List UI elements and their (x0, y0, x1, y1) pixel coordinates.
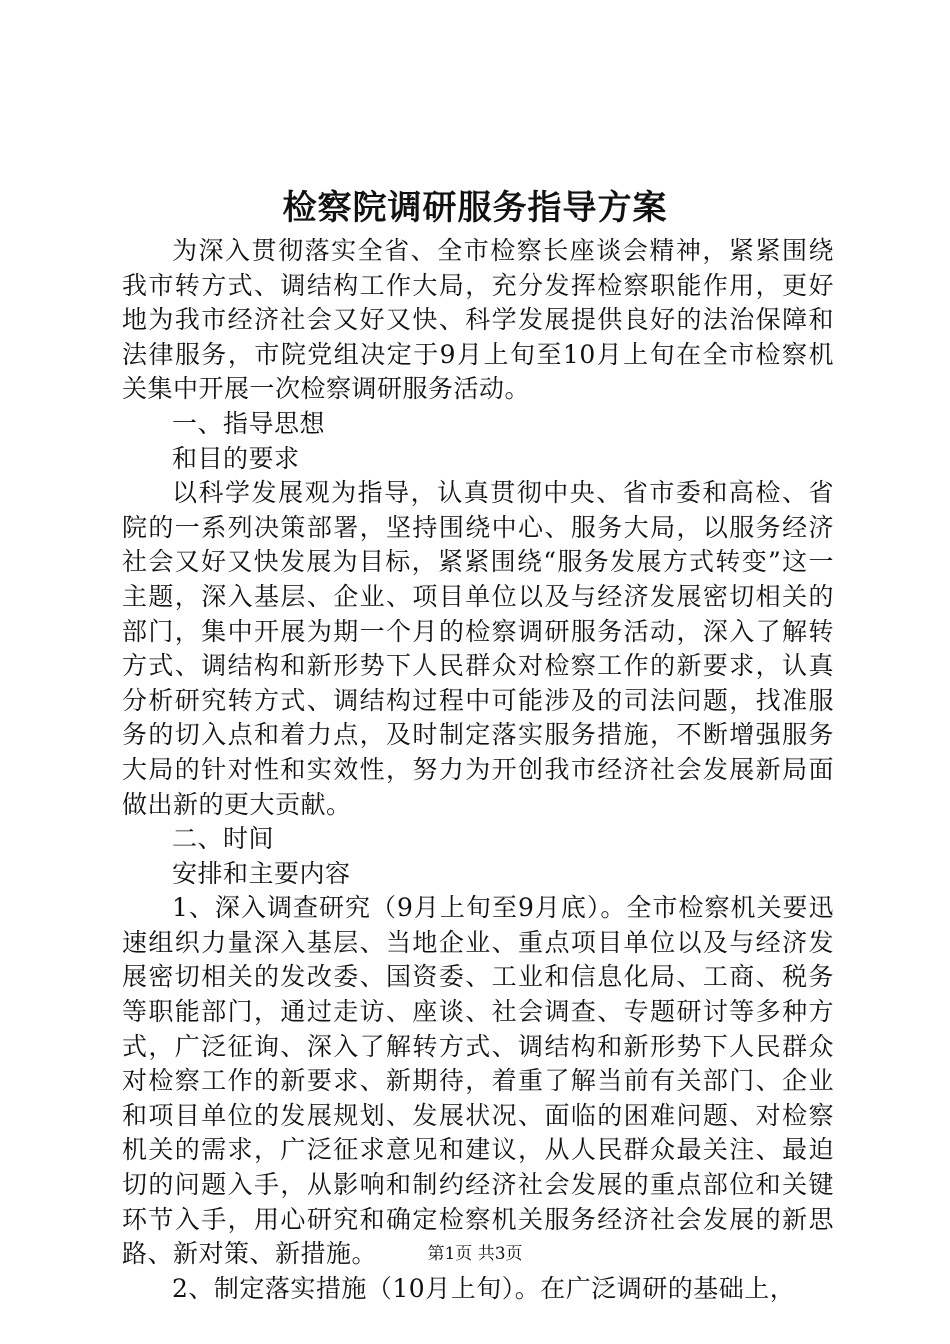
page-number-footer: 第1页 共3页 (427, 1244, 523, 1264)
paragraph-item-1: 1、深入调查研究（9月上旬至9月底）。全市检察机关要迅速组织力量深入基层、当地企业、重点项目单位以及与经济发展密切相关的发改委、国资委、工业和信息化局、工商、税务等职能部门，通过走访、座谈、社会调查、专题研讨等多种方式，广泛征询、深入了解转方式、调结构和新形势下人民群众对检察工作的新要求、新期待，着重了解当前有关部门、企业和项目单位的发展规划、发展状况、面临的困难问题、对检察机关的需求，广泛征求意见和建议，从人民群众最关注、最迫切的问题入手，从影响和制约经济社会发展的重点部位和关键环节入手，用心研究和确定检察机关服务经济社会发展的新思路、新对策、新措施。 (122, 893, 834, 1269)
document-body (122, 234, 834, 1306)
section-heading-2: 二、时间 (172, 824, 275, 854)
section-heading-2-cont: 安排和主要内容 (172, 858, 351, 888)
paragraph-guiding-thought: 以科学发展观为指导，认真贯彻中央、省市委和高检、省院的一系列决策部署，坚持围绕中心、服务大局，以服务经济社会又好又快发展为目标，紧紧围绕“服务发展方式转变”这一主题，深入基层、企业、项目单位以及与经济发展密切相关的部门，集中开展为期一个月的检察调研服务活动，深入了解转方式、调结构和新形势下人民群众对检察工作的新要求，认真分析研究转方式、调结构过程中可能涉及的司法问题，找准服务的切入点和着力点，及时制定落实服务措施，不断增强服务大局的针对性和实效性，努力为开创我市经济社会发展新局面做出新的更大贡献。 (122, 478, 834, 819)
section-heading-1-cont: 和目的要求 (172, 443, 300, 473)
section-heading-1: 一、指导思想 (172, 408, 326, 438)
document-title: 检察院调研服务指导方案 (282, 188, 668, 228)
paragraph-item-2: 2、制定落实措施（10月上旬）。在广泛调研的基础上， (172, 1273, 796, 1303)
paragraph-intro: 为深入贯彻落实全省、全市检察长座谈会精神，紧紧围绕我市转方式、调结构工作大局，充分发挥检察职能作用，更好地为我市经济社会又好又快、科学发展提供良好的法治保障和法律服务，市院党组决定于9月上旬至10月上旬在全市检察机关集中开展一次检察调研服务活动。 (122, 236, 834, 404)
